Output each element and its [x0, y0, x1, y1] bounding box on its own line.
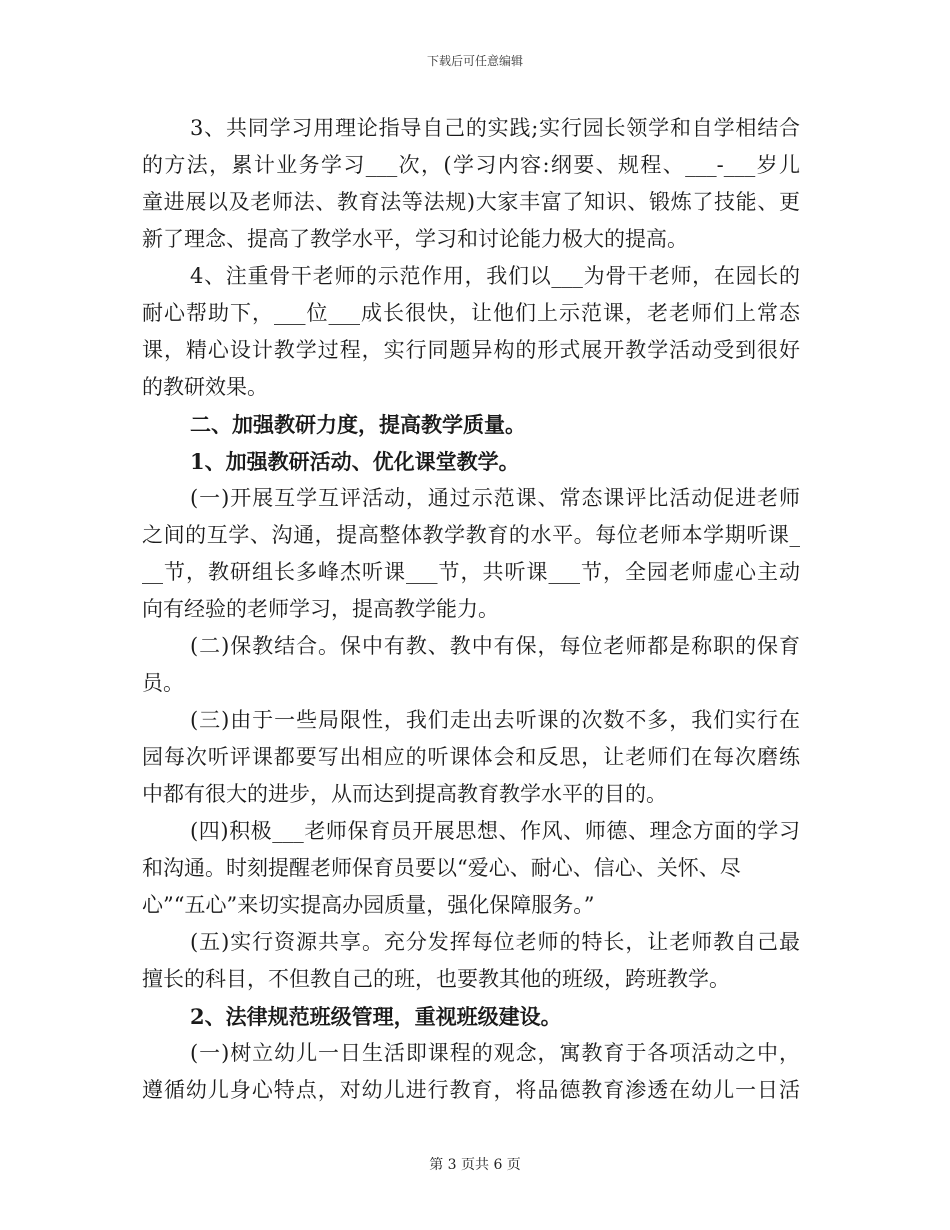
paragraph-line: 之间的互学、沟通，提高整体教学教育的水平。每位老师本学期听课_: [142, 523, 800, 547]
paragraph-line: __节，教研组长多峰杰听课___节，共听课___节，全园老师虚心主动: [142, 560, 800, 584]
paragraph-item-1: [142, 480, 800, 628]
paragraph-line: (二)保教结合。保中有教、教中有保，每位老师都是称职的保育: [190, 634, 800, 658]
paragraph-class-item-1: [142, 1035, 800, 1109]
page-number: 第 3 页共 6 页: [429, 1157, 521, 1173]
paragraph-line: 员。: [142, 671, 184, 695]
paragraph-item-3: [142, 702, 800, 813]
paragraph-line: (一)树立幼儿一日生活即课程的观念，寓教育于各项活动之中，: [190, 1041, 800, 1065]
paragraph-line: 新了理念、提高了教学水平，学习和讨论能力极大的提高。: [142, 227, 688, 251]
paragraph-line: 4、注重骨干老师的示范作用，我们以___为骨干老师，在园长的: [190, 264, 800, 288]
paragraph-line: 园每次听评课都要写出相应的听课体会和反思，让老师们在每次磨练: [142, 745, 800, 769]
paragraph-line: 遵循幼儿身心特点，对幼儿进行教育，将品德教育渗透在幼儿一日活: [142, 1078, 800, 1102]
paragraph-line: (五)实行资源共享。充分发挥每位老师的特长，让老师教自己最: [190, 930, 800, 954]
paragraph-line: 中都有很大的进步，从而达到提高教育教学水平的目的。: [142, 782, 667, 806]
paragraph-line: 的方法，累计业务学习___次，(学习内容:纲要、规程、___-___岁儿: [142, 153, 800, 177]
paragraph-line: 3、共同学习用理论指导自己的实践;实行园长领学和自学相结合: [190, 116, 800, 140]
heading-line: 二、加强教研力度，提高教学质量。: [190, 412, 526, 437]
paragraph-line: 耐心帮助下，___位___成长很快，让他们上示范课，老老师们上常态: [142, 301, 800, 325]
paragraph-line: 向有经验的老师学习，提高教学能力。: [142, 597, 499, 621]
heading-line: 2、法律规范班级管理，重视班级建设。: [190, 1004, 562, 1029]
subsection-heading-2-2: [142, 998, 800, 1035]
section-heading-2: [142, 406, 800, 443]
paragraph-line: (三)由于一些局限性，我们走出去听课的次数不多，我们实行在: [190, 708, 800, 732]
paragraph-item-4: [142, 813, 800, 924]
paragraph-line: 和沟通。时刻提醒老师保育员要以“爱心、耐心、信心、关怀、尽: [142, 856, 741, 880]
paragraph-line: 心”“五心”来切实提高办园质量，强化保障服务。”: [142, 893, 595, 917]
paragraph-backbone-teachers: [142, 258, 800, 406]
paragraph-line: 童进展以及老师法、教育法等法规)大家丰富了知识、锻炼了技能、更: [142, 190, 800, 214]
paragraph-study: [142, 110, 800, 258]
subsection-heading-2-1: [142, 443, 800, 480]
paragraph-item-5: [142, 924, 800, 998]
paragraph-line: 的教研效果。: [142, 375, 268, 399]
paragraph-line: (四)积极___老师保育员开展思想、作风、师德、理念方面的学习: [190, 819, 800, 843]
paragraph-line: 擅长的科目，不但教自己的班，也要教其他的班级，跨班教学。: [142, 967, 730, 991]
page-header-note: 下载后可任意编辑: [426, 54, 523, 68]
heading-line: 1、加强教研活动、优化课堂教学。: [190, 449, 520, 474]
paragraph-line: 课，精心设计教学过程，实行同题异构的形式展开教学活动受到很好: [142, 338, 800, 362]
paragraph-item-2: [142, 628, 800, 702]
document-body: [142, 110, 800, 1109]
paragraph-line: (一)开展互学互评活动，通过示范课、常态课评比活动促进老师: [190, 486, 800, 510]
